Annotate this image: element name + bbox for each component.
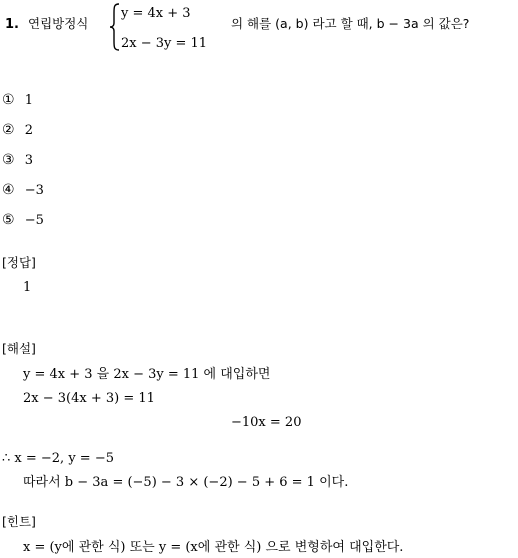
solution-line-4: ∴ x = −2, y = −5	[2, 451, 114, 466]
choice-5[interactable]	[2, 213, 44, 227]
solution-line-3: −10x = 20	[231, 415, 302, 430]
choice-3[interactable]	[2, 153, 33, 167]
choice-4[interactable]	[2, 183, 44, 197]
choice-2[interactable]	[2, 123, 33, 137]
question-tail: 의 해를 (a, b) 라고 할 때, b − 3a 의 값은?	[231, 16, 470, 31]
choice-value: 3	[24, 153, 33, 168]
hint-text: x = (y에 관한 식) 또는 y = (x에 관한 식) 으로 변형하여 대입한다.	[23, 540, 404, 555]
solution-line-2: 2x − 3(4x + 3) = 11	[23, 391, 155, 406]
equation-2: 2x − 3y = 11	[121, 36, 208, 51]
choice-marker: ②	[2, 122, 15, 138]
choice-1[interactable]	[2, 93, 33, 107]
choice-value: 1	[24, 93, 33, 108]
question-number: 1.	[5, 17, 19, 32]
choice-marker: ③	[2, 152, 15, 168]
system-brace	[109, 3, 121, 51]
choice-marker: ①	[2, 92, 15, 108]
solution-heading: [해설]	[2, 341, 36, 356]
choice-marker: ④	[2, 182, 15, 198]
equation-1: y = 4x + 3	[121, 6, 191, 21]
solution-line-1: y = 4x + 3 을 2x − 3y = 11 에 대입하면	[23, 367, 271, 382]
solution-line-5: 따라서 b − 3a = (−5) − 3 × (−2) − 5 + 6 = 1 이다.	[23, 475, 349, 490]
hint-heading: [힌트]	[2, 514, 36, 529]
choice-value: 2	[24, 123, 33, 138]
choice-marker: ⑤	[2, 212, 15, 228]
question-lead: 연립방정식	[28, 16, 89, 31]
choice-value: −3	[24, 183, 44, 198]
choice-value: −5	[24, 213, 44, 228]
answer-heading: [정답]	[2, 255, 36, 270]
answer-value: 1	[23, 280, 32, 295]
